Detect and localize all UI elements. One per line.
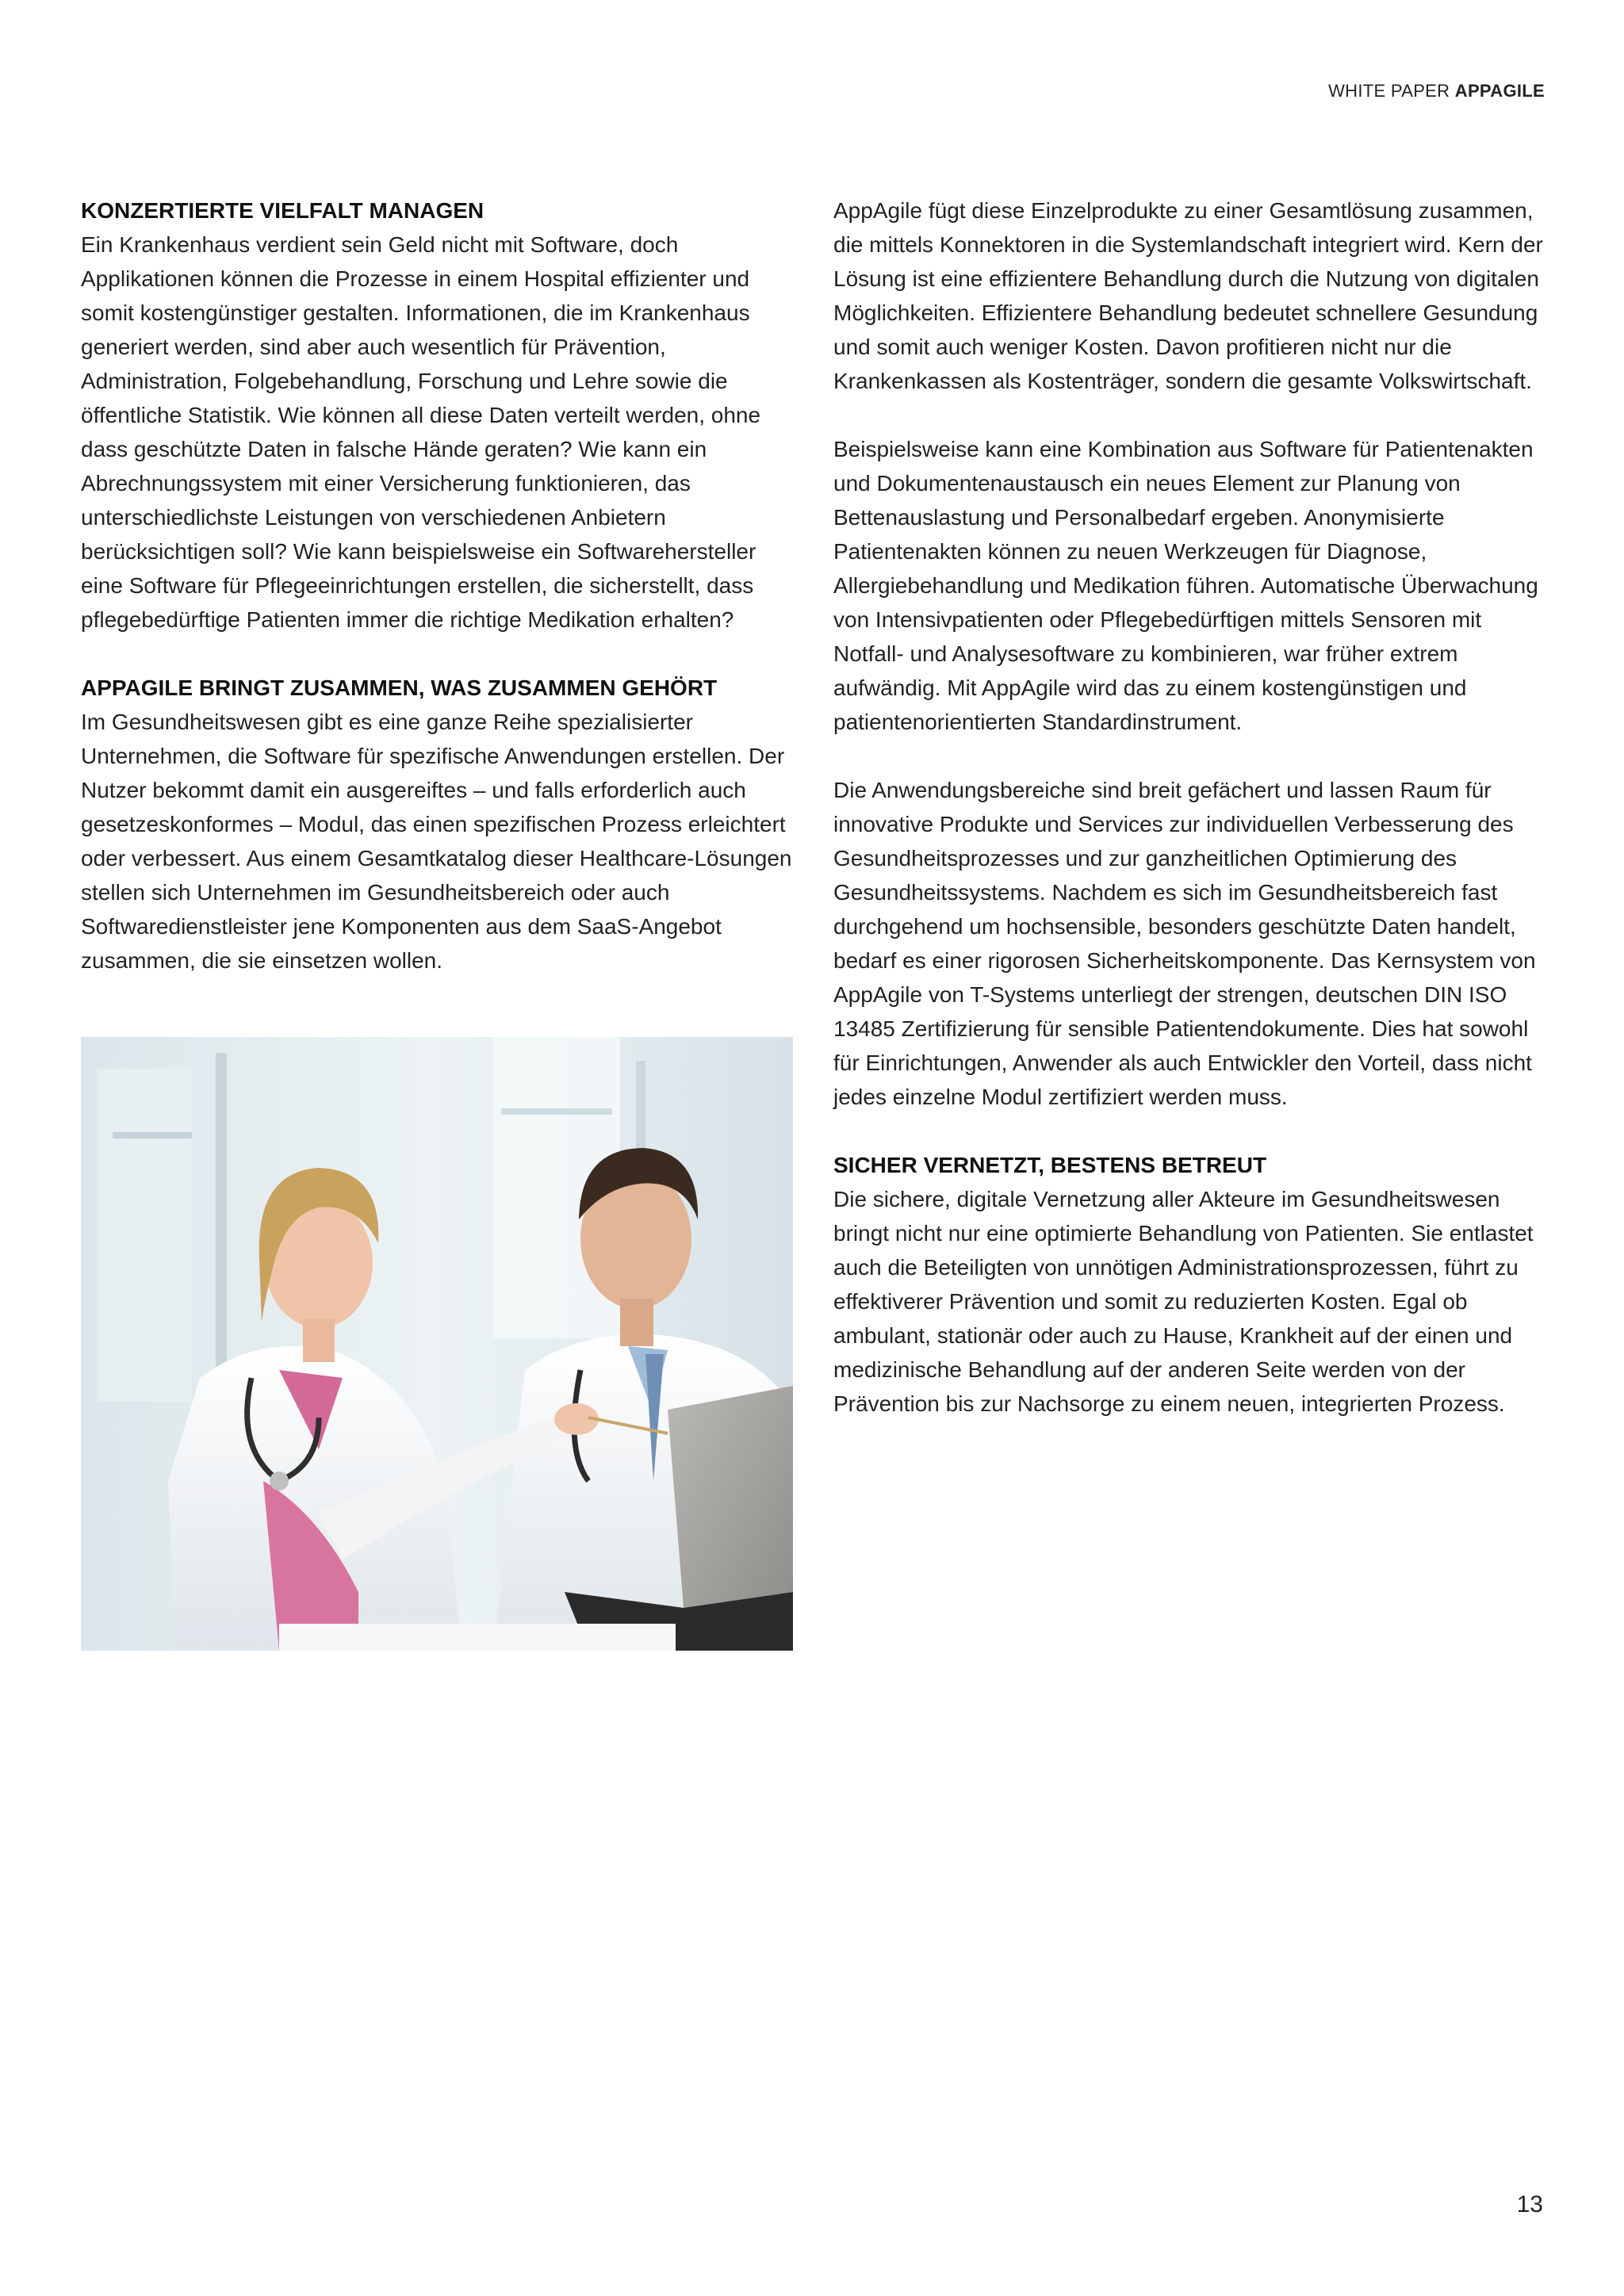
running-head-label: WHITE PAPER — [1328, 81, 1450, 101]
section-heading-sicher-vernetzt: SICHER VERNETZT, BESTENS BETREUT — [833, 1153, 1267, 1177]
paragraph-beispielsweise: Beispielsweise kann eine Kombination aus Software für Patientenakten und Dokumentenaustausch ein neues Element zur Planung von Bettenauslastung und Personalbedarf ergeben. Anonymisierte Patientenakten können zu neuen Werkzeugen für Diagnose, Allergiebehandlung und Medikation führen. Automatische Überwachung von Intensivpatienten oder Pflegebedürftigen mittels Sensoren mit Notfall- und Analysesoftware zu kombinieren, war früher extrem aufwändig. Mit AppAgile wird das zu einem kostengünstigen und patientenorientierten Standardinstrument. — [833, 437, 1538, 734]
right-column — [833, 193, 1547, 1455]
section-body-sicher-vernetzt: Die sichere, digitale Vernetzung aller Akteure im Gesundheitswesen bringt nicht nur eine optimierte Behandlung von Patienten. Sie entlastet auch die Beteiligten von unnötigen Administrationsprozessen, führt zu effektiverer Prävention und somit zu reduzierten Kosten. Egal ob ambulant, stationär oder auch zu Hause, Krankheit auf der einen und medizinische Behandlung auf der anderen Seite werden von der Prävention bis zur Nachsorge zu einem neuen, integrierten Prozess. — [833, 1187, 1534, 1416]
running-head — [1328, 81, 1545, 101]
page-number: 13 — [1516, 2191, 1543, 2218]
left-column — [81, 193, 795, 1012]
doctors-photo — [81, 1037, 793, 1651]
paragraph-anwendungsbereiche: Die Anwendungsbereiche sind breit gefächert und lassen Raum für innovative Produkte und Services zur individuellen Verbesserung des Gesundheitsprozesses und zur ganzheitlichen Optimierung des Gesundheitssystems. Nachdem es sich im Gesundheitsbereich fast durchgehend um hochsensible, besonders geschützte Daten handelt, bedarf es einer rigorosen Sicherheitskomponente. Das Kernsystem von AppAgile von T-Systems unterliegt der strengen, deutschen DIN ISO 13485 Zertifizierung für sensible Patientendokumente. Dies hat sowohl für Einrichtungen, Anwender als auch Entwickler den Vorteil, dass nicht jedes einzelne Modul zertifiziert werden muss. — [833, 778, 1536, 1109]
section-body-konzertierte-vielfalt: Ein Krankenhaus verdient sein Geld nicht mit Software, doch Applikationen können die Prozesse in einem Hospital effizienter und somit kostengünstiger gestalten. Informationen, die im Krankenhaus generiert werden, sind aber auch wesentlich für Prävention, Administration, Folgebehandlung, Forschung und Lehre sowie die öffentliche Statistik. Wie können all diese Daten verteilt werden, ohne dass geschützte Daten in falsche Hände geraten? Wie kann ein Abrechnungssystem mit einer Versicherung funktionieren, das unterschiedlichste Leistungen von verschiedenen Anbietern berücksichtigen soll? Wie kann beispielsweise ein Softwarehersteller eine Software für Pflegeeinrichtungen erstellen, die sicherstellt, dass pflegebedürftige Patienten immer die richtige Medikation erhalten? — [81, 232, 761, 632]
section-heading-konzertierte-vielfalt: KONZERTIERTE VIELFALT MANAGEN — [81, 198, 485, 223]
running-head-brand: APPAGILE — [1454, 81, 1545, 101]
paragraph-gesamtloesung: AppAgile fügt diese Einzelprodukte zu einer Gesamtlösung zusammen, die mittels Konnektoren in die Systemlandschaft integriert wird. Kern der Lösung ist eine effizientere Behandlung durch die Nutzung von digitalen Möglichkeiten. Effizientere Behandlung bedeutet schnellere Gesundung und somit auch weniger Kosten. Davon profitieren nicht nur die Krankenkassen als Kostenträger, sondern die gesamte Volkswirtschaft. — [833, 198, 1543, 393]
section-heading-appagile-bringt-zusammen: APPAGILE BRINGT ZUSAMMEN, WAS ZUSAMMEN GEHÖRT — [81, 675, 718, 700]
section-body-appagile-bringt-zusammen: Im Gesundheitswesen gibt es eine ganze Reihe spezialisierter Unternehmen, die Software für spezifische Anwendungen erstellen. Der Nutzer bekommt damit ein ausgereiftes – und falls erforderlich auch gesetzeskonformes – Modul, das einen spezifischen Prozess erleichtert oder verbessert. Aus einem Gesamtkatalog dieser Healthcare-Lösungen stellen sich Unternehmen im Gesundheitsbereich oder auch Softwaredienstleister jene Komponenten aus dem SaaS-Angebot zusammen, die sie einsetzen wollen. — [81, 710, 792, 973]
